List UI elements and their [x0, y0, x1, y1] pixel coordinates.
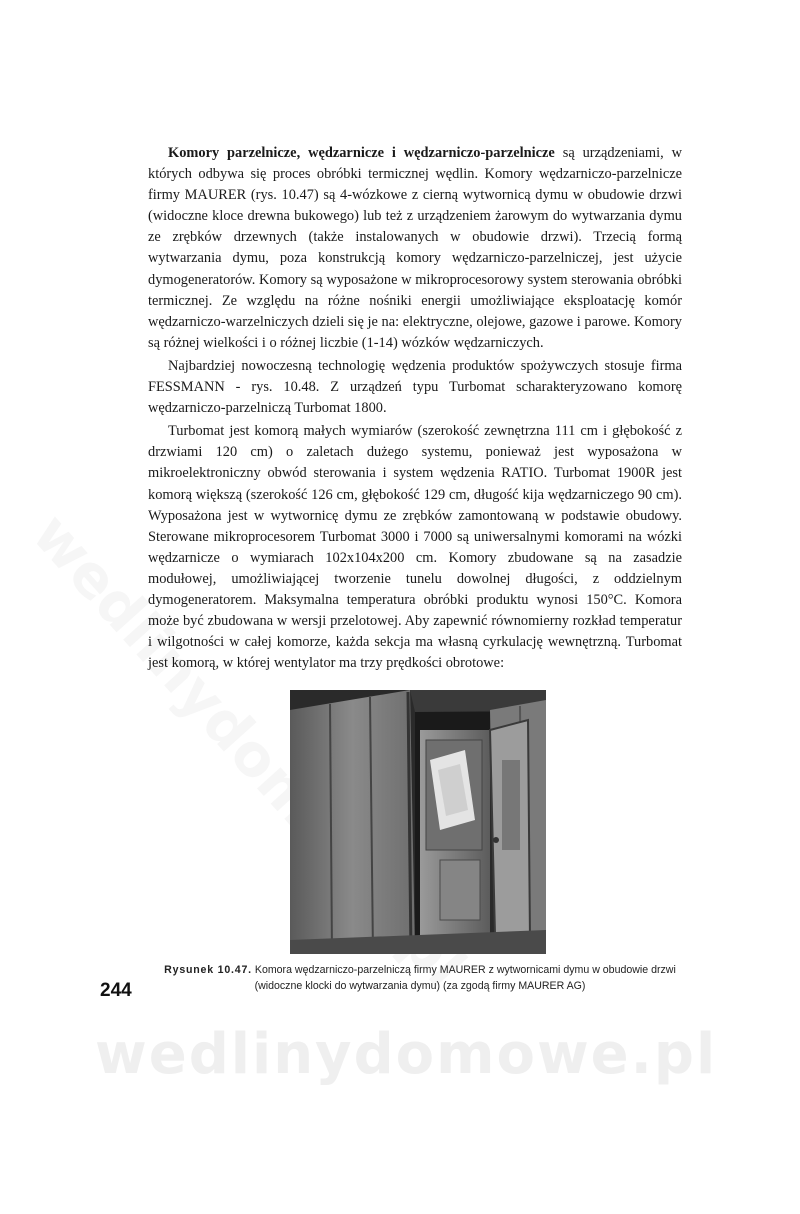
- paragraph-1: [148, 143, 682, 354]
- lead-bold-phrase: Komory parzelnicze, wędzarnicze i wędzarniczo-parzelnicze: [168, 145, 555, 161]
- figure-photo-smoking-chamber: [290, 690, 546, 954]
- paragraph-2: Najbardziej nowoczesną technologię wędzenia produktów spożywczych stosuje firma FESSMANN - rys. 10.48. Z urządzeń typu Turbomat scharakteryzowano komorę wędzarniczo-parzelniczą Turbomat 1800.: [148, 357, 682, 417]
- paragraph-1-text: są urządzeniami, w których odbywa się proces obróbki termicznej wędlin. Komory wędzarniczo-parzelnicze firmy MAURER (rys. 10.47) są 4-wózkowe z cierną wytwornicą dymu w obudowie drzwi (widoczne kloce drewna bukowego) lub też z urządzeniem żarowym do wytwarzania dymu ze zrębków drzewnych (także instalowanych w obudowie drzwi). Trzecią formą wytwarzania dymu, poza konstrukcją komory wędzarniczo-parzelniczej, jest użycie dymogeneratorów. Komory są wyposażone w mikroprocesorowy system sterowania obróbki termicznej. Ze względu na różne nośniki energii umożliwiające eksploatację komór wędzarniczo-warzelniczych dzieli się je na: elektryczne, olejowe, gazowe i parowe. Komory są różnej wielkości i o różnej liczbie (1-14) wózków wędzarniczych.: [148, 145, 683, 351]
- paragraph-3: Turbomat jest komorą małych wymiarów (szerokość zewnętrzna 111 cm i głębokość z drzwiami 120 cm) o zaletach dużego systemu, ponieważ jest wyposażona w mikroelektroniczny obwód sterowania i system wędzenia RATIO. Turbomat 1900R jest komorą większą (szerokość 126 cm, głębokość 129 cm, długość kija wędzarniczego 90 cm). Wyposażona jest w wytwornicę dymu ze zrębków zamontowaną w podstawie obudowy. Sterowane mikroprocesorem Turbomat 3000 i 7000 są uniwersalnymi komorami na wózki wędzarnicze o wymiarach 102x104x200 cm. Komory zbudowane są na zasadzie modułowej, umożliwiającej tworzenie tunelu dowolnej długości, z oddzielnym dymogeneratorem. Maksymalna temperatura obróbki produktu wynosi 150°C. Komora może być zbudowana w wersji przelotowej. Aby zapewnić równomierny rozkład temperatur i wilgotności w całej komorze, każda sekcja ma własną cyrkulację wewnętrzną. Turbomat jest komorą, w której wentylator ma trzy prędkości obrotowe:: [148, 423, 682, 672]
- page-number: 244: [100, 980, 132, 1001]
- figure-caption: [160, 962, 680, 994]
- bottom-watermark: wedlinydomowe.pl: [95, 1022, 718, 1087]
- caption-text: Komora wędzarniczo-parzelniczą firmy MAURER z wytwornicami dymu w obudowie drzwi (widoczne klocki do wytwarzania dymu) (za zgodą firmy MAURER AG): [251, 964, 676, 992]
- body-text: [148, 143, 682, 676]
- caption-label: Rysunek 10.47.: [164, 964, 252, 976]
